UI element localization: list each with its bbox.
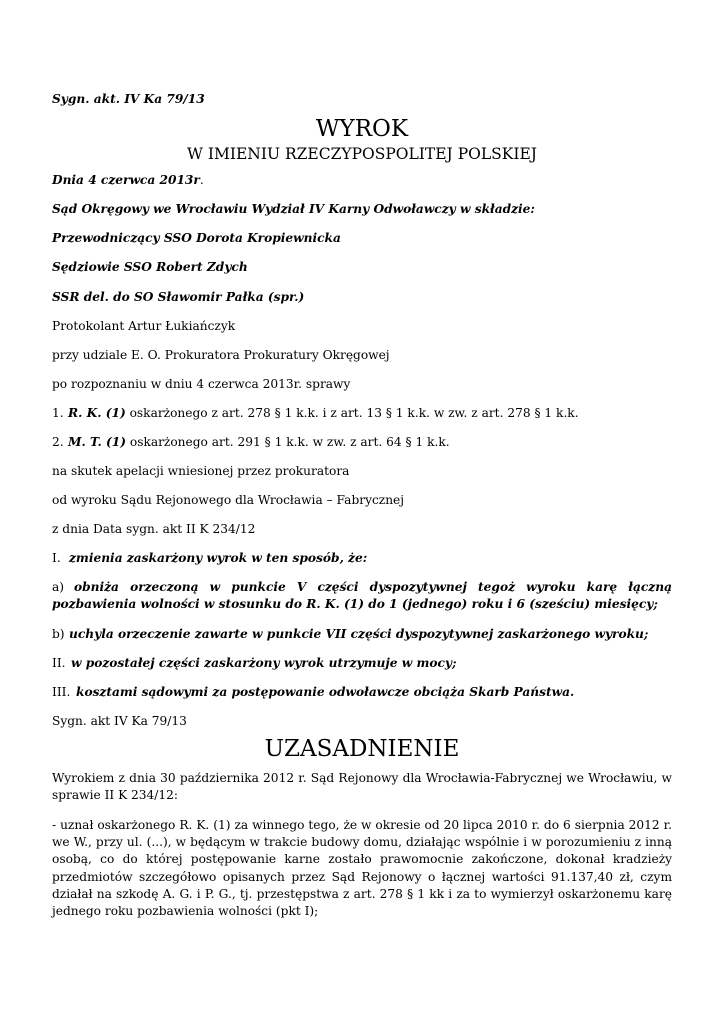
defendant-2-name: M. T. (1) xyxy=(68,435,126,449)
defendant-2-number: 2. xyxy=(52,435,64,449)
hearing-info: po rozpoznaniu w dniu 4 czerwca 2013r. sprawy xyxy=(52,377,351,391)
judge-rapporteur: SSR del. do SO Sławomir Pałka (spr.) xyxy=(52,290,305,304)
defendant-1 xyxy=(52,405,579,421)
judges: Sędziowie SSO Robert Zdych xyxy=(52,260,248,274)
appealed-judgment: od wyroku Sądu Rejonowego dla Wrocławia – Fabrycznej xyxy=(52,493,405,507)
presiding-judge: Przewodniczący SSO Dorota Kropiewnicka xyxy=(52,231,341,245)
defendant-1-number: 1. xyxy=(52,406,64,420)
prosecutor-participation: przy udziale E. O. Prokuratora Prokuratury Okręgowej xyxy=(52,348,390,362)
ruling-point-a-number: a) xyxy=(52,580,65,594)
defendant-2-charges: oskarżonego art. 291 § 1 k.k. w zw. z art. 64 § 1 k.k. xyxy=(125,435,450,449)
appealed-judgment-date: z dnia Data sygn. akt II K 234/12 xyxy=(52,522,256,536)
document-subtitle: W IMIENIU RZECZYPOSPOLITEJ POLSKIEJ xyxy=(187,145,537,163)
ruling-point-b xyxy=(52,626,648,642)
ruling-point-1-text: zmienia zaskarżony wyrok w ten sposób, że: xyxy=(69,551,368,565)
ruling-point-1 xyxy=(52,550,367,566)
ruling-point-a xyxy=(52,579,672,613)
case-number-top: Sygn. akt. IV Ka 79/13 xyxy=(52,92,205,106)
justification-title: UZASADNIENIE xyxy=(264,736,460,762)
justification-paragraph-2: - uznał oskarżonego R. K. (1) za winnego tego, że w okresie od 20 lipca 2010 r. do 6 sierpnia 2012 r. we W., przy ul. (...), w będącym w trakcie budowy domu, działając wspólnie i w porozumieniu z inną osobą, co do której postępowanie karne zostało prawomocnie zakończone, dokonał kradzieży przedmiotów szczegółowo opisanych przez Sąd Rejonowy o łącznej wartości 91.137,40 zł, czym działał na szkodę A. G. i P. G., tj. przestępstwa z art. 278 § 1 kk i za to wymierzył oskarżonemu karę jednego roku pozbawienia wolności (pkt I); xyxy=(52,818,672,919)
defendant-2 xyxy=(52,434,450,450)
document-title: WYROK xyxy=(315,116,409,142)
justification-paragraph-1: Wyrokiem z dnia 30 października 2012 r. Sąd Rejonowy dla Wrocławia-Fabrycznej we Wrocławiu, w sprawie II K 234/12: xyxy=(52,771,672,803)
ruling-point-b-text: uchyla orzeczenie zawarte w punkcie VII części dyspozytywnej zaskarżonego wyroku; xyxy=(69,627,649,641)
defendant-1-charges: oskarżonego z art. 278 § 1 k.k. i z art. 13 § 1 k.k. w zw. z art. 278 § 1 k.k. xyxy=(125,406,579,420)
appeal-info: na skutek apelacji wniesionej przez prokuratora xyxy=(52,464,350,478)
judgment-date-dot: . xyxy=(199,173,204,187)
judgment-date xyxy=(52,172,204,188)
ruling-point-2 xyxy=(52,655,457,671)
court-clerk: Protokolant Artur Łukiańczyk xyxy=(52,319,236,333)
ruling-point-3 xyxy=(52,684,574,700)
judgment-date-text: Dnia 4 czerwca 2013r xyxy=(52,173,200,187)
case-number-bottom: Sygn. akt IV Ka 79/13 xyxy=(52,714,187,728)
defendant-1-name: R. K. (1) xyxy=(68,406,126,420)
ruling-point-2-number: II. xyxy=(52,656,66,670)
court-composition: Sąd Okręgowy we Wrocławiu Wydział IV Karny Odwoławczy w składzie: xyxy=(52,202,535,216)
ruling-point-a-text: obniża orzeczoną w punkcie V części dyspozytywnej tegoż wyroku karę łączną pozbawienia wolności w stosunku do R. K. (1) do 1 (jednego) roku i 6 (sześciu) miesięcy; xyxy=(52,580,672,612)
ruling-point-b-number: b) xyxy=(52,627,65,641)
ruling-point-3-text: kosztami sądowymi za postępowanie odwoławcze obciąża Skarb Państwa. xyxy=(76,685,575,699)
ruling-point-3-number: III. xyxy=(52,685,71,699)
ruling-point-2-text: w pozostałej części zaskarżony wyrok utrzymuje w mocy; xyxy=(71,656,457,670)
ruling-point-1-number: I. xyxy=(52,551,61,565)
